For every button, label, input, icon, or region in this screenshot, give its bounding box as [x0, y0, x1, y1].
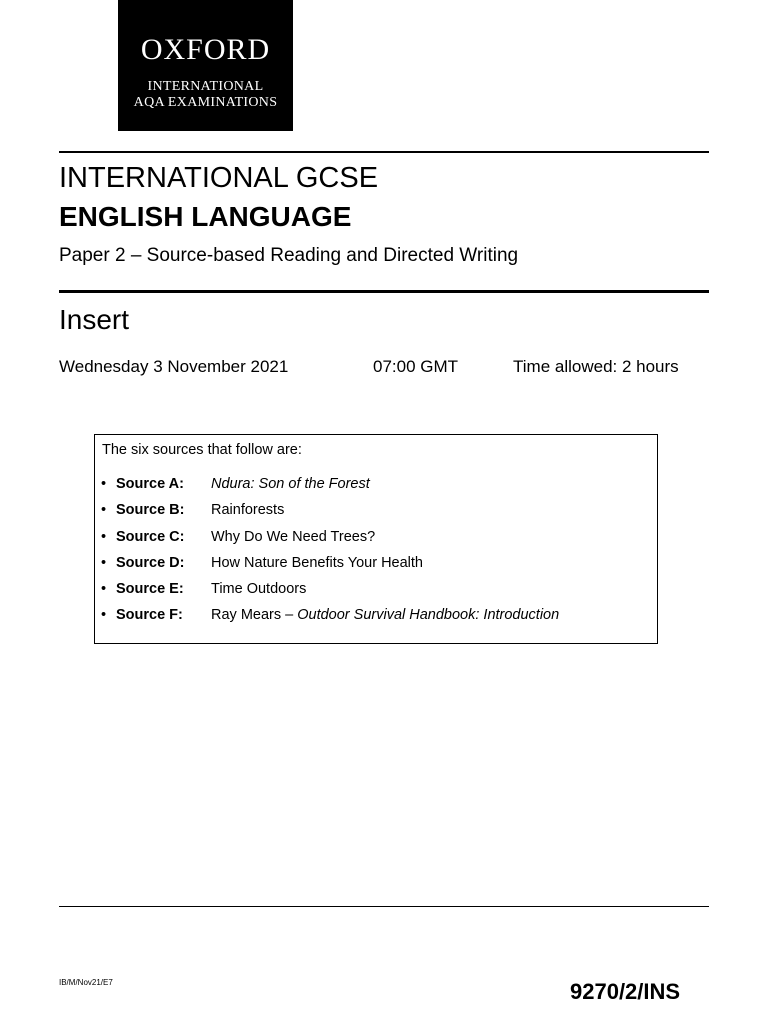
source-title: [211, 500, 284, 520]
top-divider: [59, 151, 709, 153]
document-type: Insert: [59, 304, 130, 335]
oxford-aqa-logo: [118, 0, 293, 131]
qualification-title: INTERNATIONAL GCSE: [59, 162, 379, 194]
time-allowed: Time allowed: 2 hours: [513, 357, 679, 376]
exam-date: Wednesday 3 November 2021: [59, 357, 289, 376]
bullet-icon: •: [101, 554, 107, 571]
source-title: [211, 553, 423, 573]
source-label: Source D:: [116, 554, 185, 571]
bullet-icon: •: [101, 502, 107, 519]
source-title: [211, 474, 370, 494]
bullet-icon: •: [101, 528, 107, 545]
source-label: Source E:: [116, 581, 184, 598]
source-label: Source F:: [116, 607, 183, 624]
exam-time: 07:00 GMT: [373, 357, 459, 376]
source-title-italic: Ndura: Son of the Forest: [211, 476, 370, 492]
footer-reference: IB/M/Nov21/E7: [59, 978, 113, 987]
source-label: Source C:: [116, 528, 185, 545]
source-title-plain: Rainforests: [211, 502, 285, 519]
subject-title: ENGLISH LANGUAGE: [59, 201, 352, 232]
source-title-italic: Outdoor Survival Handbook: Introduction: [297, 607, 560, 624]
paper-code: 9270/2/INS: [570, 979, 681, 1004]
paper-title: Paper 2 – Source-based Reading and Directed Writing: [59, 245, 519, 266]
logo-subline-1: INTERNATIONAL: [147, 79, 264, 94]
source-title-plain: Ray Mears –: [211, 607, 298, 624]
source-label: Source B:: [116, 502, 185, 519]
source-title-plain: How Nature Benefits Your Health: [211, 554, 423, 571]
sources-intro: The six sources that follow are:: [102, 442, 302, 458]
footer-divider: [59, 906, 709, 907]
source-title: [211, 527, 375, 547]
source-title: [211, 605, 559, 625]
logo-subline-2: AQA EXAMINATIONS: [133, 95, 278, 110]
sources-box: [94, 434, 658, 644]
logo-wordmark: OXFORD: [140, 33, 271, 66]
source-title-plain: Why Do We Need Trees?: [211, 528, 376, 545]
source-title-plain: Time Outdoors: [211, 581, 307, 598]
source-label: Source A:: [116, 476, 184, 492]
bullet-icon: •: [101, 607, 107, 624]
source-title: [211, 579, 306, 599]
bullet-icon: •: [101, 476, 107, 492]
thick-divider: [59, 290, 709, 293]
bullet-icon: •: [101, 581, 107, 598]
